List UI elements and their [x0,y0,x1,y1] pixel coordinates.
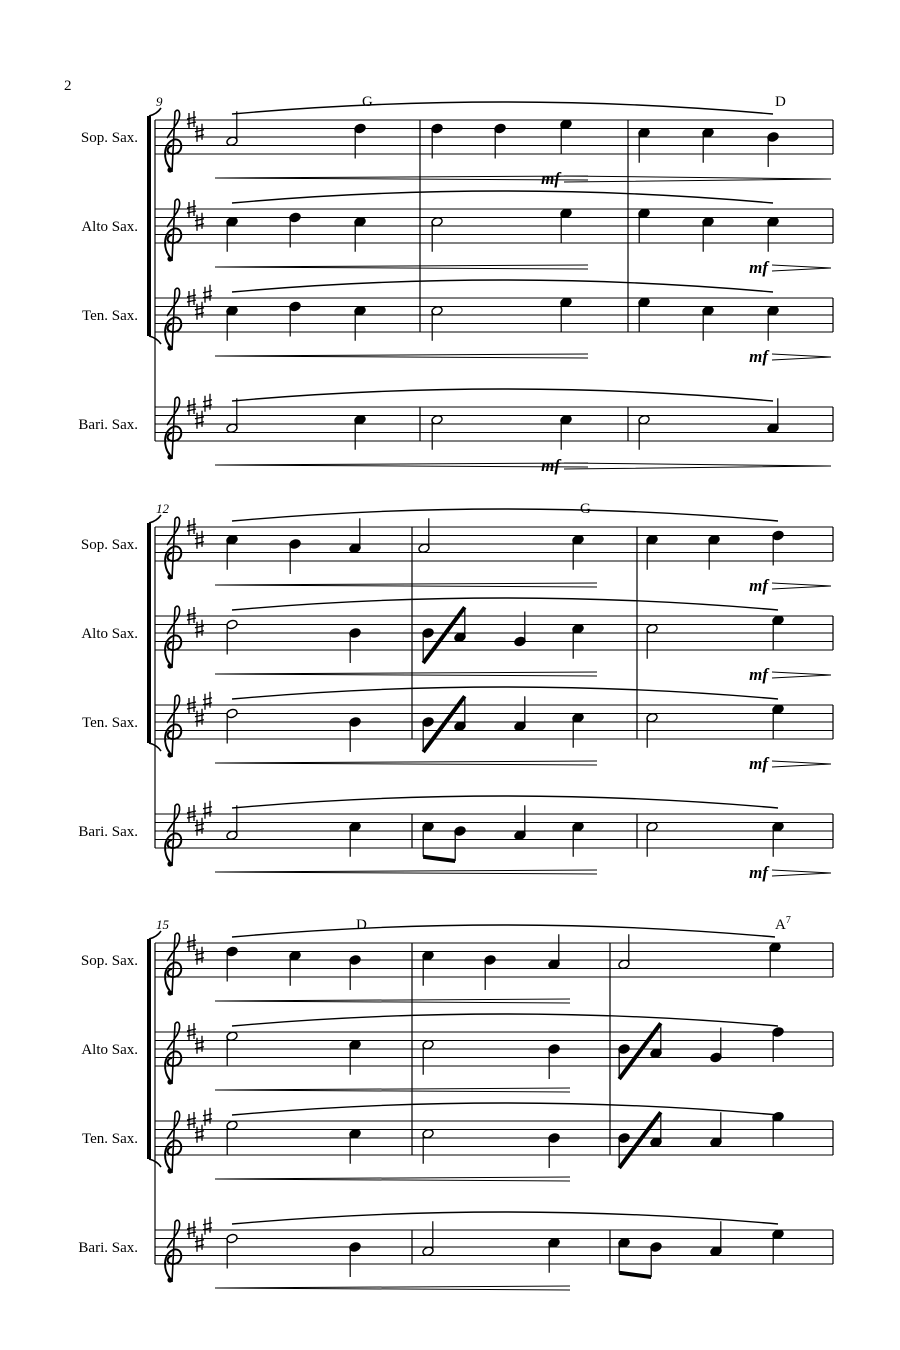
hairpin [772,354,831,360]
hairpin [215,1088,570,1090]
slur [232,191,773,203]
beam [619,1273,651,1277]
instrument-label: Alto Sax. [81,219,138,235]
hairpin [564,176,831,182]
hairpin [215,356,588,358]
instrument-label: Alto Sax. [81,1042,138,1058]
staff-bari-sax- [78,796,833,882]
sharp-icon [195,709,204,727]
dynamic-mf: mf [749,863,768,882]
sharp-icon [195,620,204,638]
dynamic-mf: mf [541,169,560,188]
system-1 [78,94,833,475]
hairpin [215,672,597,674]
sharp-icon [203,1108,212,1126]
instrument-label: Ten. Sax. [81,715,138,731]
slur [232,280,773,292]
dynamic-mf: mf [749,258,768,277]
treble-clef-dot [167,1168,172,1173]
treble-clef-stem [167,288,180,350]
sharp-icon [203,285,212,303]
system-2 [78,501,833,882]
sharp-icon [203,394,212,412]
hairpin [215,761,597,763]
system-3 [78,915,833,1290]
instrument-label: Ten. Sax. [81,308,138,324]
measure-number: 12 [156,501,169,516]
chord-symbol: G [580,501,591,517]
hairpin [772,761,831,767]
staff-sop-sax- [81,925,833,1003]
treble-clef-stem [167,1111,180,1173]
treble-clef-stem [167,517,180,579]
staff-alto-sax- [81,191,833,277]
treble-clef-stem [167,606,180,668]
treble-clef-stem [167,804,180,866]
slur [232,509,778,521]
hairpin [215,585,597,587]
instrument-label: Sop. Sax. [80,130,138,146]
hairpin [215,465,588,467]
slur [232,687,778,699]
sharp-icon [203,801,212,819]
instrument-label: Bari. Sax. [78,1240,138,1256]
treble-clef-stem [167,397,180,459]
sharp-icon [195,124,204,142]
treble-clef-dot [167,1277,172,1282]
hairpin [215,1001,570,1003]
sharp-icon [203,1217,212,1235]
hairpin [215,463,588,465]
slur [232,598,778,610]
hairpin [564,463,831,469]
staff-bari-sax- [78,389,833,475]
staff-ten-sax- [82,687,833,773]
hairpin [215,265,588,267]
slur [232,796,778,808]
slur [232,925,775,937]
sharp-icon [195,213,204,231]
treble-clef-dot [167,454,172,459]
sharp-icon [195,531,204,549]
sharp-icon [195,1125,204,1143]
measure-number: 9 [156,94,163,109]
page-number: 2 [64,78,72,94]
hairpin [215,178,588,180]
hairpin [215,872,597,874]
hairpin [772,870,831,876]
treble-clef-stem [167,199,180,261]
chord-symbol: D [775,94,786,110]
hairpin [772,265,831,271]
sharp-icon [195,1234,204,1252]
hairpin [215,583,597,585]
sharp-icon [195,947,204,965]
dynamic-mf: mf [749,347,768,366]
hairpin [215,176,588,178]
staff-sop-sax- [81,102,833,188]
hairpin [215,354,588,356]
instrument-label: Sop. Sax. [80,537,138,553]
hairpin [215,763,597,765]
beam [423,857,455,861]
hairpin [215,1177,570,1179]
dynamic-mf: mf [749,754,768,773]
instrument-label: Bari. Sax. [78,824,138,840]
treble-clef-stem [167,1022,180,1084]
treble-clef-dot [167,1079,172,1084]
hairpin [772,583,831,589]
instrument-label: Sop. Sax. [80,953,138,969]
hairpin [215,1179,570,1181]
treble-clef-dot [167,256,172,261]
slur [232,1212,778,1224]
hairpin [215,999,570,1001]
treble-clef-stem [167,933,180,995]
instrument-label: Alto Sax. [81,626,138,642]
staff-bari-sax- [78,1212,833,1290]
staff-ten-sax- [82,1103,833,1181]
hairpin [215,1286,570,1288]
chord-symbol: G [362,94,373,110]
sharp-icon [195,818,204,836]
measure-number: 15 [156,917,169,932]
systems [78,94,833,1290]
treble-clef-stem [167,1220,180,1282]
hairpin [215,1090,570,1092]
slur [232,1103,778,1115]
treble-clef-dot [167,861,172,866]
dynamic-mf: mf [749,665,768,684]
hairpin [772,672,831,678]
hairpin [215,870,597,872]
treble-clef-dot [167,574,172,579]
sharp-icon [195,1036,204,1054]
instrument-label: Bari. Sax. [78,417,138,433]
dynamic-mf: mf [749,576,768,595]
treble-clef-dot [167,752,172,757]
staff-alto-sax- [81,1014,833,1092]
chord-symbol: D [356,917,367,933]
hairpin [215,1288,570,1290]
treble-clef-dot [167,167,172,172]
treble-clef-dot [167,990,172,995]
treble-clef-stem [167,110,180,172]
dynamic-mf: mf [541,456,560,475]
chord-symbol: $A^7$ [775,915,791,933]
treble-clef-dot [167,345,172,350]
sharp-icon [203,692,212,710]
slur [232,1014,778,1026]
staff-ten-sax- [82,280,833,366]
hairpin [215,674,597,676]
treble-clef-stem [167,695,180,757]
sharp-icon [195,302,204,320]
sharp-icon [195,411,204,429]
hairpin [215,267,588,269]
slur [232,389,773,401]
instrument-label: Ten. Sax. [81,1131,138,1147]
staff-alto-sax- [81,598,833,684]
staff-sop-sax- [81,509,833,595]
slur [232,102,773,114]
treble-clef-dot [167,663,172,668]
